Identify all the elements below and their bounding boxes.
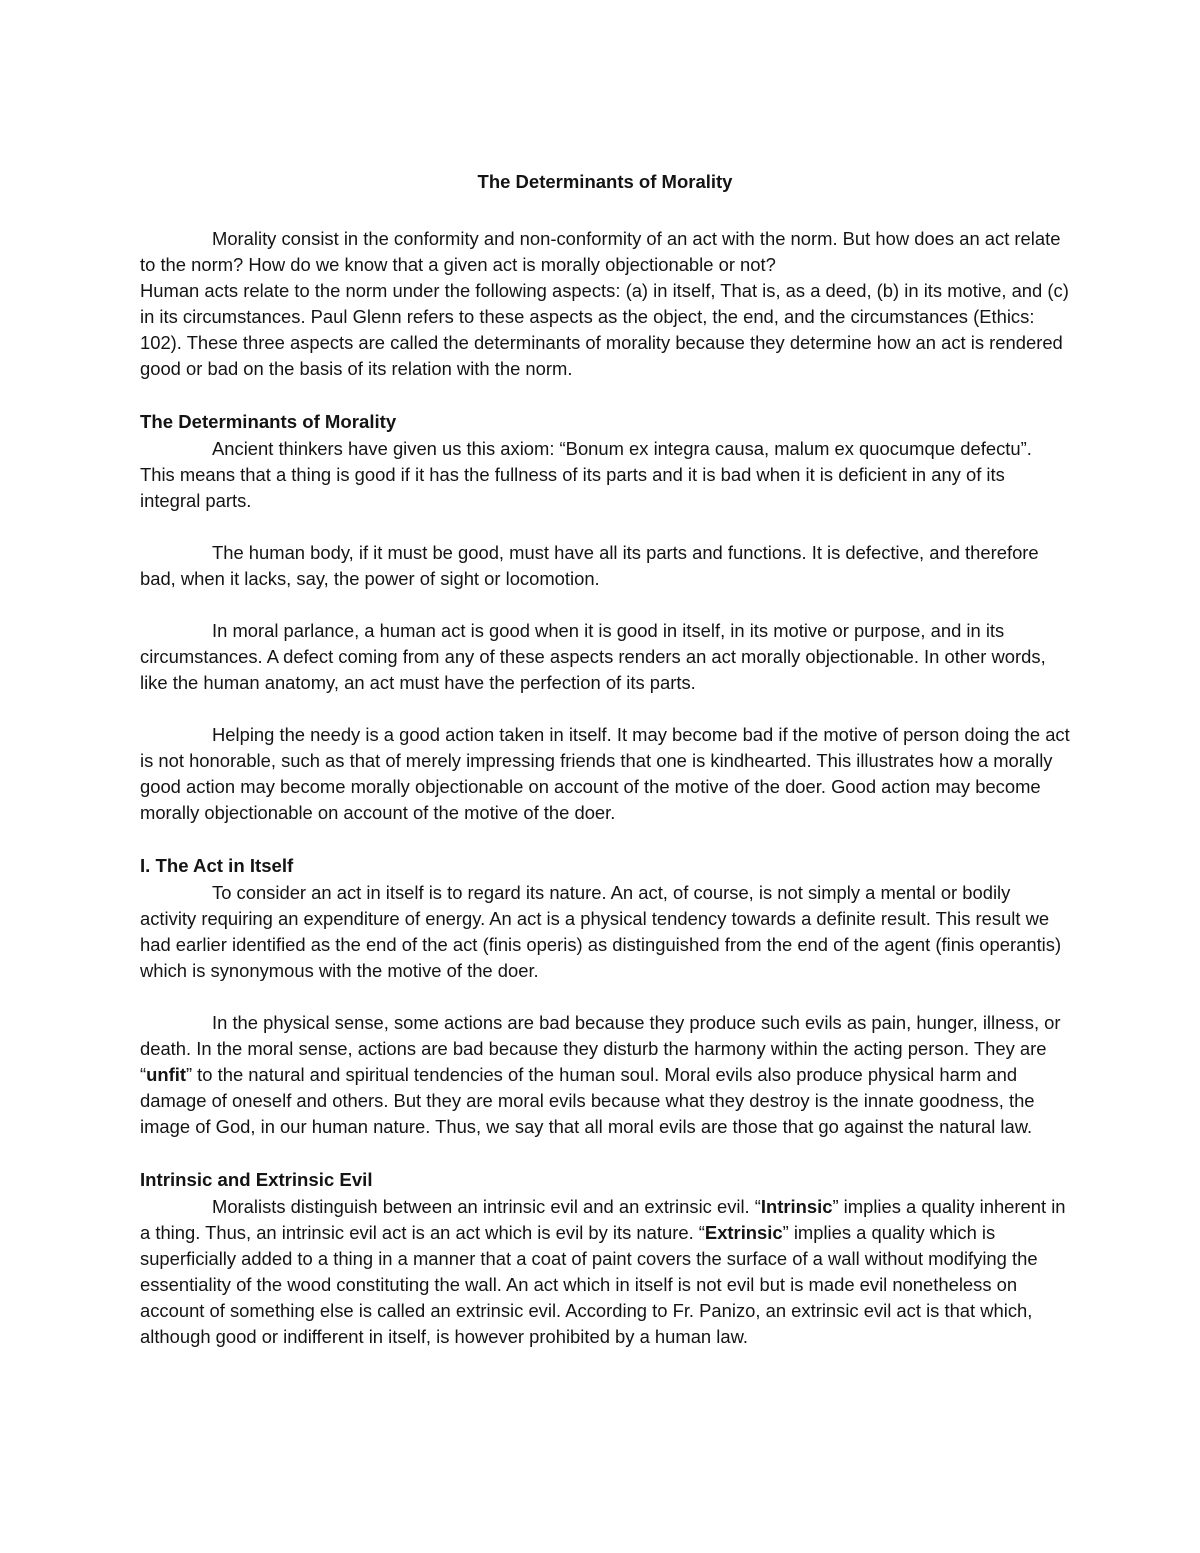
emphasis-unfit: unfit [146, 1064, 186, 1085]
section-heading-determinants: The Determinants of Morality [140, 411, 397, 432]
section1-paragraph-4: Helping the needy is a good action taken in itself. It may become bad if the motive of person doing the act is not honorable, such as that of merely impressing friends that one is kindhearted. This illustrates how a morally good action may become morally objectionable on account of the motive of the doer. Good action may become morally objectionable on account of the motive of the doer. [140, 724, 1070, 823]
text-run: In the physical sense, some actions are bad because they produce such evils as pain, hunger, illness, or death. In the moral sense, actions are bad because they disturb the harmony within the acting person. They are “ [140, 1012, 1061, 1085]
section-heading-act-in-itself: I. The Act in Itself [140, 855, 294, 876]
emphasis-extrinsic: Extrinsic [704, 1222, 783, 1243]
text-run: ” implies a quality which is superficially added to a thing in a manner that a coat of paint covers the surface of a wall without modifying the essentiality of the wood constituting the wall. An act which in itself is not evil but is made evil nonetheless on account of something else is called an extrinsic evil. According to Fr. Panizo, an extrinsic evil act is that which, although good or indifferent in itself, is however prohibited by a human law. [140, 1222, 1038, 1347]
section2-paragraph-2 [140, 1010, 1070, 1140]
document-title: The Determinants of Morality [477, 171, 733, 192]
text-run: ” implies a quality inherent in a thing. Thus, an intrinsic evil act is an act which is evil by its nature. “ [140, 1196, 1066, 1243]
document-page [140, 168, 1070, 1350]
text-run: Moralists distinguish between an intrinsic evil and an extrinsic evil. “ [212, 1196, 761, 1217]
section1-paragraph-2: The human body, if it must be good, must have all its parts and functions. It is defective, and therefore bad, when it lacks, say, the power of sight or locomotion. [140, 542, 1039, 589]
section-heading-intrinsic-extrinsic: Intrinsic and Extrinsic Evil [140, 1169, 373, 1190]
section1-paragraph-3: In moral parlance, a human act is good when it is good in itself, in its motive or purpose, and in its circumstances. A defect coming from any of these aspects renders an act morally objectionable. In other words, like the human anatomy, an act must have the perfection of its parts. [140, 620, 1046, 693]
intro-paragraph-2: Human acts relate to the norm under the following aspects: (a) in itself, That is, as a deed, (b) in its motive, and (c) in its circumstances. Paul Glenn refers to these aspects as the object, the end, and the circumstances (Ethics: 102). These three aspects are called the determinants of morality because they determine how an act is rendered good or bad on the basis of its relation with the norm. [140, 280, 1069, 379]
text-run: ” to the natural and spiritual tendencies of the human soul. Moral evils also produce physical harm and damage of oneself and others. But they are moral evils because what they destroy is the innate goodness, the image of God, in our human nature. Thus, we say that all moral evils are those that go against the natural law. [140, 1064, 1035, 1137]
emphasis-intrinsic: Intrinsic [760, 1196, 833, 1217]
section3-paragraph-1 [140, 1194, 1070, 1350]
intro-paragraph-1: Morality consist in the conformity and non-conformity of an act with the norm. But how does an act relate to the norm? How do we know that a given act is morally objectionable or not? [140, 228, 1061, 275]
section2-paragraph-1: To consider an act in itself is to regard its nature. An act, of course, is not simply a mental or bodily activity requiring an expenditure of energy. An act is a physical tendency towards a definite result. This result we had earlier identified as the end of the act (finis operis) as distinguished from the end of the agent (finis operantis) which is synonymous with the motive of the doer. [140, 882, 1062, 981]
section1-paragraph-1: Ancient thinkers have given us this axiom: “Bonum ex integra causa, malum ex quocumque defectu”. This means that a thing is good if it has the fullness of its parts and it is bad when it is deficient in any of its integral parts. [140, 438, 1032, 511]
